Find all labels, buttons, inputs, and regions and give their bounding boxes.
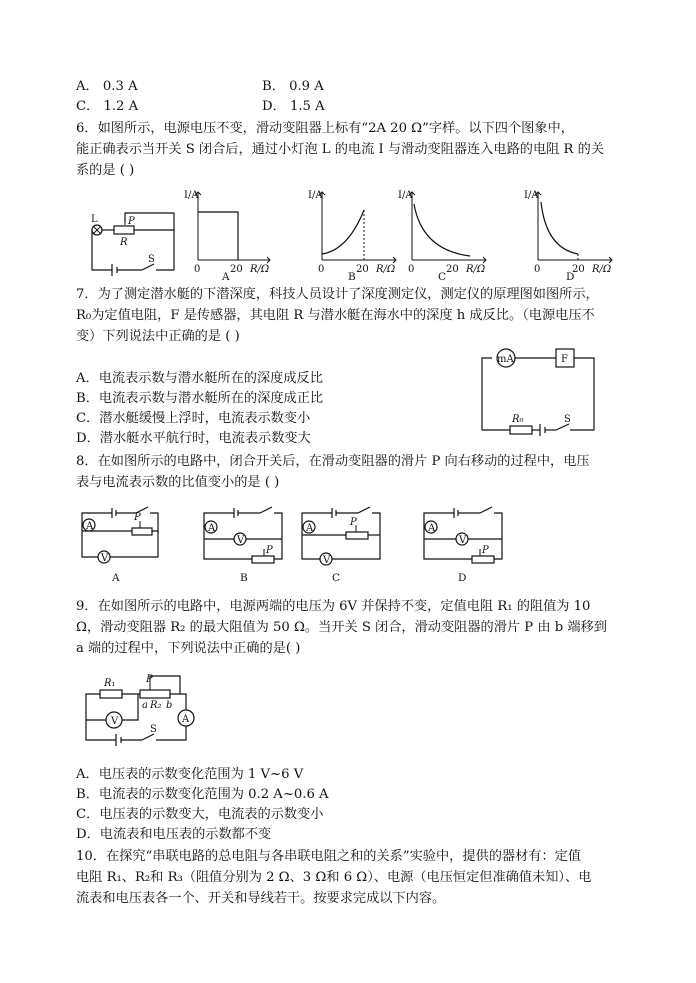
rheostat-icon	[132, 528, 152, 535]
voltmeter-label: V	[101, 553, 109, 564]
q9-option-d: D．电流表和电压表的示数都不变	[76, 827, 272, 842]
q6-circuit-diagram	[80, 208, 180, 278]
graph-d-origin: 0	[534, 264, 541, 275]
graph-d-tick: 20	[572, 264, 585, 275]
slider-label: P	[128, 216, 135, 227]
q6-graph-b	[308, 188, 400, 283]
ammeter-label: A	[86, 521, 94, 532]
ammeter-label: A	[208, 523, 216, 534]
ammeter-label: A	[306, 523, 314, 534]
rheostat-icon	[114, 226, 134, 234]
slider-label: P	[482, 545, 489, 556]
switch-label: S	[148, 254, 155, 265]
q9-option-c: C．电压表的示数变大，电流表的示数变小	[76, 807, 324, 822]
milliammeter-label: mA	[497, 354, 514, 365]
q7-circuit-diagram	[476, 344, 606, 439]
q10-stem-line3: 流表和电压表各一个、开关和导线若干。按要求完成以下内容。	[76, 891, 446, 906]
lamp-label: L	[91, 214, 98, 225]
rheostat-icon	[252, 556, 274, 563]
slider-label: P	[266, 545, 273, 556]
graph-b-caption: B	[348, 271, 356, 283]
voltmeter-label: V	[323, 555, 331, 566]
voltmeter-label: V	[237, 535, 245, 546]
q8-stem-line2: 表与电流表示数的比值变小的是 ( )	[76, 475, 280, 490]
graph-a-ylabel: I/A	[184, 190, 199, 201]
r2-label: R₂	[150, 700, 162, 711]
r1-label: R₁	[104, 678, 116, 689]
circuit-b-caption: B	[240, 572, 248, 584]
rheostat-icon	[346, 532, 368, 539]
q10-stem-line2: 电阻 R₁、R₂和 R₃（阻值分别为 2 Ω、3 Ω和 6 Ω）、电源（电压恒定但准确值未知）、电	[76, 870, 592, 885]
q9-stem-line1: 9．在如图所示的电路中，电源两端的电压为 6V 并保持不变，定值电阻 R₁ 的阻值为 10	[76, 599, 591, 614]
ammeter-label: A	[182, 714, 190, 725]
q7-option-d: D．潜水艇水平航行时，电流表示数变大	[76, 431, 311, 446]
q5-option-c: C． 1.2 A	[76, 99, 139, 114]
q9-stem-line3: a 端的过程中，下列说法中正确的是( )	[76, 641, 301, 656]
q8-circuit-d	[418, 505, 510, 587]
graph-a-caption: A	[222, 271, 230, 283]
q7-option-b: B．电流表示数与潜水艇所在的深度成正比	[76, 391, 324, 406]
q10-stem-line1: 10．在探究“串联电路的总电阻与各串联电阻之和的关系”实验中，提供的器材有：定值	[76, 849, 582, 864]
q6-graph-a	[184, 188, 274, 283]
graph-b-origin: 0	[318, 264, 325, 275]
graph-c-caption: C	[438, 271, 447, 283]
q8-circuit-c	[296, 505, 388, 587]
graph-a-origin: 0	[194, 264, 201, 275]
graph-a-tick: 20	[230, 264, 243, 275]
q7-stem-line2: R₀为定值电阻，F 是传感器，其电阻 R 与潜水艇在海水中的深度 h 成反比。（电源电压不	[76, 308, 595, 323]
fixed-resistor-label: R₀	[512, 414, 524, 425]
voltmeter-label: V	[111, 716, 119, 727]
q8-circuit-b	[198, 505, 290, 587]
q7-stem-line3: 变）下列说法中正确的是 ( )	[76, 329, 240, 344]
r2-rheostat-icon	[140, 690, 170, 698]
graph-a-xlabel: R/Ω	[250, 264, 270, 275]
graph-c-ylabel: I/A	[398, 190, 413, 201]
end-a-label: a	[142, 700, 148, 711]
q5-option-d: D． 1.5 A	[262, 99, 325, 114]
q7-stem-line1: 7．为了测定潜水艇的下潜深度，科技人员设计了深度测定仪，测定仪的原理图如图所示，	[76, 287, 599, 302]
slider-label: P	[350, 517, 357, 528]
q6-stem-line1: 6．如图所示，电源电压不变，滑动变阻器上标有“2A 20 Ω”字样。以下四个图象中，	[76, 121, 574, 136]
voltmeter-label: V	[459, 535, 467, 546]
q8-stem-line1: 8．在如图所示的电路中，闭合开关后，在滑动变阻器的滑片 P 向右移动的过程中，电压	[76, 454, 590, 469]
end-b-label: b	[166, 700, 173, 711]
graph-b-ylabel: I/A	[308, 190, 323, 201]
fixed-resistor-icon	[510, 426, 532, 434]
q9-option-a: A．电压表的示数变化范围为 1 V~6 V	[76, 767, 304, 782]
q5-option-a: A． 0.3 A	[76, 79, 138, 94]
q8-circuit-a	[76, 505, 166, 587]
r1-resistor-icon	[100, 690, 122, 698]
q9-stem-line2: Ω，滑动变阻器 R₂ 的最大阻值为 50 Ω。当开关 S 闭合，滑动变阻器的滑片 P 由 b 端移到	[76, 620, 607, 635]
circuit-a-caption: A	[112, 572, 120, 584]
graph-b-xlabel: R/Ω	[376, 264, 396, 275]
circuit-c-caption: C	[332, 572, 341, 584]
q5-option-b: B． 0.9 A	[262, 79, 324, 94]
graph-c-xlabel: R/Ω	[466, 264, 486, 275]
rheostat-icon	[472, 556, 494, 563]
q9-circuit-diagram	[80, 668, 200, 750]
graph-c-tick: 20	[446, 264, 459, 275]
graph-c-origin: 0	[408, 264, 415, 275]
q9-switch-label: S	[150, 724, 157, 735]
rheostat-label: R	[120, 237, 128, 248]
graph-d-xlabel: R/Ω	[592, 264, 612, 275]
q9-option-b: B．电流表的示数变化范围为 0.2 A~0.6 A	[76, 787, 329, 802]
q6-graph-c	[398, 188, 490, 283]
q6-graph-d	[524, 188, 616, 283]
graph-b-tick: 20	[356, 264, 369, 275]
graph-d-ylabel: I/A	[524, 190, 539, 201]
q7-option-c: C．潜水艇缓慢上浮时，电流表示数变小	[76, 411, 311, 426]
slider-label: P	[146, 674, 153, 685]
q6-stem-line2: 能正确表示当开关 S 闭合后，通过小灯泡 L 的电流 I 与滑动变阻器连入电路的电阻 R 的关	[76, 142, 605, 157]
graph-d-caption: D	[566, 271, 575, 283]
q6-stem-line3: 系的是 ( )	[76, 163, 135, 178]
q7-switch-label: S	[564, 414, 571, 425]
circuit-d-caption: D	[458, 572, 467, 584]
slider-label: P	[134, 512, 141, 523]
sensor-label: F	[561, 354, 568, 365]
q7-option-a: A．电流表示数与潜水艇所在的深度成反比	[76, 371, 323, 386]
ammeter-label: A	[428, 523, 436, 534]
